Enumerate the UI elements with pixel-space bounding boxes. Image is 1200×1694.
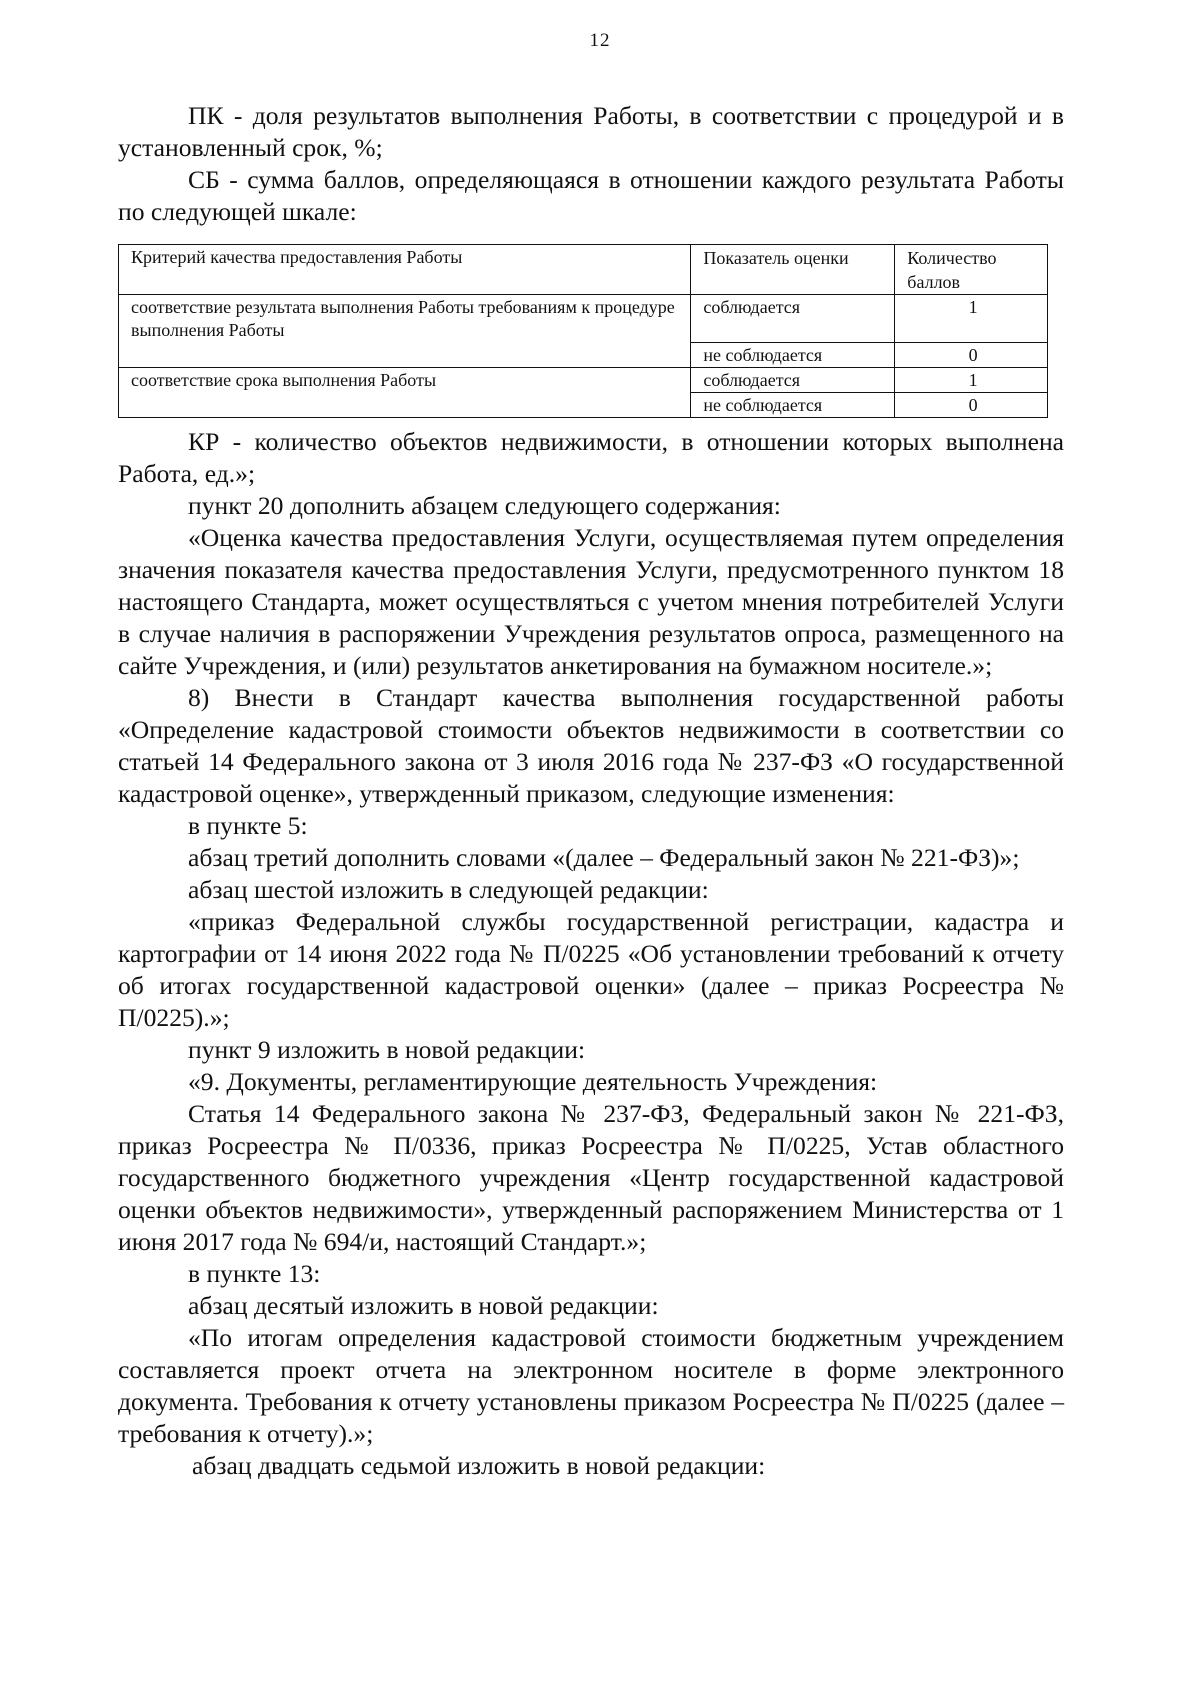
paragraph-report-draft: «По итогам определения кадастровой стоимости бюджетным учреждением составляется проект отчета на электронном носителе в форме электронного документа. Требования к отчету установлены приказом Росреестра № П/0225 (далее – требования к отчету).»; [118, 1323, 1064, 1448]
table-cell-score: 0 [895, 393, 1048, 418]
table-cell-indicator: не соблюдается [691, 343, 895, 368]
paragraph-point-5: в пункте 5: [188, 811, 308, 840]
paragraph-tenth-clause: абзац десятый изложить в новой редакции: [188, 1291, 659, 1320]
table-header-row [119, 245, 1048, 295]
paragraph-quality-assessment: «Оценка качества предоставления Услуги, осуществляемая путем определения значения показателя качества предоставления Услуги, предусмотренного пунктом 18 настоящего Стандарта, может осуществляться с учетом мнения потребителей Услуги в случае наличия в распоряжении Учреждения результатов опроса, размещенного на сайте Учреждения, и (или) результатов анкетирования на бумажном носителе.»; [118, 523, 1064, 680]
table-header-score: Количество баллов [895, 245, 1048, 295]
scoring-table [118, 244, 1048, 418]
paragraph-kr-definition: КР - количество объектов недвижимости, в отношении которых выполнена Работа, ед.»; [118, 427, 1064, 488]
table-cell-score: 1 [895, 295, 1048, 343]
table-cell-score: 1 [895, 368, 1048, 393]
paragraph-sb-definition: СБ - сумма баллов, определяющаяся в отношении каждого результата Работы по следующей шкале: [118, 165, 1064, 226]
document-body [118, 100, 1064, 1482]
paragraph-point-13: в пункте 13: [188, 1259, 321, 1288]
table-cell-indicator: не соблюдается [691, 393, 895, 418]
paragraph-pk-definition: ПК - доля результатов выполнения Работы, в соответствии с процедурой и в установленный срок, %; [118, 101, 1064, 162]
table-row [119, 295, 1048, 343]
table-cell-indicator: соблюдается [691, 368, 895, 393]
table-cell-criterion: соответствие срока выполнения Работы [119, 368, 691, 418]
paragraph-third-clause: абзац третий дополнить словами «(далее – Федеральный закон № 221-ФЗ)»; [188, 843, 1020, 872]
table-header-indicator: Показатель оценки [691, 245, 895, 295]
paragraph-sixth-clause: абзац шестой изложить в следующей редакции: [188, 875, 709, 904]
table-cell-criterion: соответствие результата выполнения Работы требованиям к процедуре выполнения Работы [119, 295, 691, 368]
table-header-criterion: Критерий качества предоставления Работы [119, 245, 691, 295]
paragraph-point-20: пункт 20 дополнить абзацем следующего содержания: [188, 491, 781, 520]
table-cell-score: 0 [895, 343, 1048, 368]
table-row [119, 368, 1048, 393]
table-cell-indicator: соблюдается [691, 295, 895, 343]
paragraph-item-8: 8) Внести в Стандарт качества выполнения государственной работы «Определение кадастровой стоимости объектов недвижимости в соответствии со статьей 14 Федерального закона от 3 июля 2016 года № 237-ФЗ «О государственной кадастровой оценке», утвержденный приказом, следующие изменения: [118, 683, 1064, 808]
page-number: 12 [589, 30, 611, 51]
paragraph-point-9: пункт 9 изложить в новой редакции: [188, 1035, 586, 1064]
paragraph-documents-list: Статья 14 Федерального закона № 237-ФЗ, Федеральный закон № 221-ФЗ, приказ Росреестра № П/0336, приказ Росреестра № П/0225, Устав областного государственного бюджетного учреждения «Центр государственной кадастровой оценки объектов недвижимости», утвержденный распоряжением Министерства от 1 июня 2017 года № 694/и, настоящий Стандарт.»; [118, 1099, 1064, 1256]
paragraph-rosreestr-order: «приказ Федеральной службы государственной регистрации, кадастра и картографии от 14 июня 2022 года № П/0225 «Об установлении требований к отчету об итогах государственной кадастровой оценки» (далее – приказ Росреестра № П/0225).»; [118, 907, 1064, 1032]
paragraph-twenty-seventh-clause: абзац двадцать седьмой изложить в новой редакции: [192, 1451, 766, 1480]
paragraph-documents-heading: «9. Документы, регламентирующие деятельность Учреждения: [188, 1067, 878, 1096]
